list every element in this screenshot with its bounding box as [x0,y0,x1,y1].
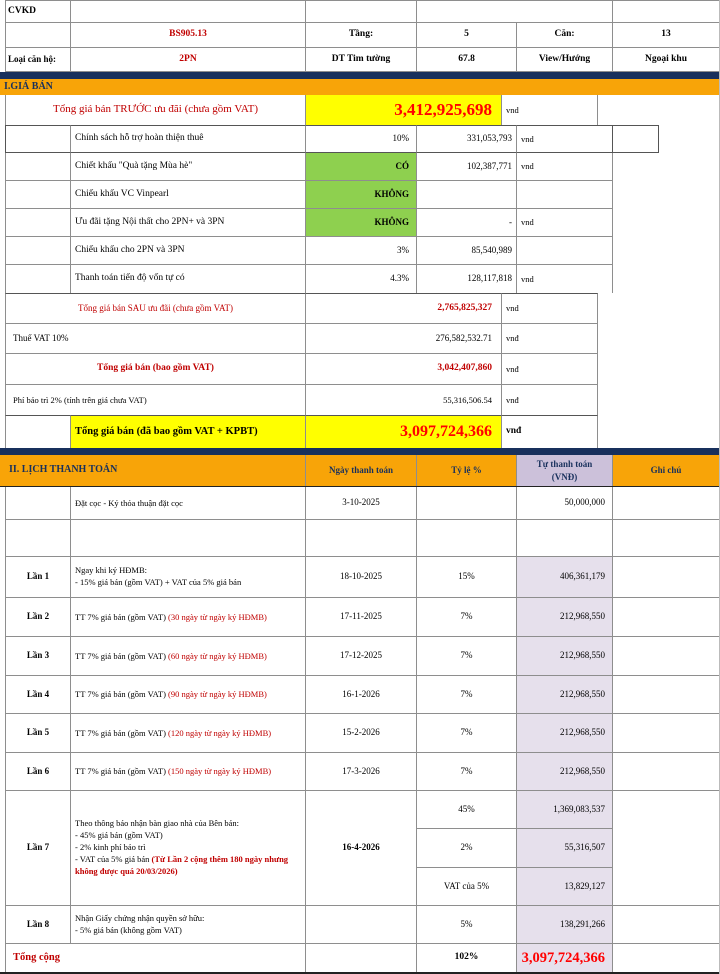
empty-cell [5,520,71,557]
installment-amount: 138,291,266 [517,906,613,944]
empty-cell [613,557,720,598]
total-value: 276,582,532.71 [306,324,502,354]
installment-amount: 212,968,550 [517,714,613,753]
schedule-total-amount: 3,097,724,366 [517,944,613,972]
installment-desc-line1: Theo thông báo nhận bàn giao nhà của Bên bán: [75,818,240,829]
section1-header [0,79,719,95]
discount-pct: KHÔNG [306,209,417,237]
installment-desc-black: - VAT của 5% giá bán [75,853,152,864]
deposit-date: 3-10-2025 [306,487,417,520]
discount-label: Chiếu khấu cho 2PN và 3PN [71,237,306,265]
empty-cell [5,181,71,209]
installment-desc-red: (150 ngày từ ngày ký HĐMB) [165,766,272,777]
empty-cell [613,520,720,557]
discount-label: Thanh toán tiến độ vốn tự có [71,265,306,293]
deposit-desc: Đặt cọc - Ký thỏa thuận đặt cọc [71,487,306,520]
installment-desc-red: (120 ngày từ ngày ký HĐMB) [165,727,272,738]
grand-total-label: Tổng giá bán (đã bao gồm VAT + KPBT) [71,415,306,448]
unit-label: Căn: [517,23,613,48]
installment-desc [71,791,306,906]
installment-pct: 7% [417,637,517,676]
installment-desc-black: TT 7% giá bán (gồm VAT) [75,611,166,622]
total-value: 2,765,825,327 [306,293,502,324]
discount-pct: 4.3% [306,265,417,293]
total-label: Tổng giá bán SAU ưu đãi (chưa gồm VAT) [5,293,306,324]
installment-pct: 5% [417,906,517,944]
installment-amount: 212,968,550 [517,598,613,637]
empty-row [0,520,719,557]
installment-desc-black: TT 7% giá bán (gồm VAT) [75,689,166,700]
empty-cell [417,520,517,557]
discount-pct: 10% [306,125,417,153]
empty-cell [5,415,71,448]
installment7-row [0,791,719,906]
discount-amount: 102,387,771 [417,153,517,181]
discount-currency: vnd [517,265,613,293]
installment-stage: Lần 6 [5,753,71,791]
installment-desc-red: (30 ngày từ ngày ký HĐMB) [165,611,267,622]
unit-type-value: 2PN [71,48,306,72]
installment-date: 15-2-2026 [306,714,417,753]
installment-desc-line3: - 2% kinh phí bảo trì [75,842,146,853]
empty-cell [613,944,720,972]
total-currency: vnđ [502,354,598,385]
installment-desc [71,906,306,944]
total-currency: vnd [502,293,598,324]
empty-cell [5,265,71,293]
subrow-pct: 2% [417,829,517,868]
price-before-row [0,95,719,125]
unit-info-row-1 [0,0,719,23]
installment-desc-line4 [75,854,305,878]
installment-desc-red: (Từ Lần 2 cộng thêm 180 ngày nhưng không được quá 20/03/2026) [75,853,289,876]
empty-cell [613,753,720,791]
installment-stage: Lần 1 [5,557,71,598]
price-before-label: Tổng giá bán TRƯỚC ưu đãi (chưa gồm VAT) [5,95,306,125]
total-row [0,354,719,385]
installment-pct: 15% [417,557,517,598]
installment-desc-line2: - 15% giá bán (gồm VAT) + VAT của 5% giá bán [75,577,242,587]
discount-label: Chiết khấu "Quà tặng Mùa hè" [71,153,306,181]
discount-row [0,125,719,153]
installment-desc [71,714,306,753]
installment-desc [71,676,306,714]
installment-pct: 7% [417,598,517,637]
deposit-row [0,487,719,520]
empty-cell [5,237,71,265]
installment-pct: 7% [417,676,517,714]
installment-stage: Lần 8 [5,906,71,944]
empty-cell [306,944,417,972]
col-header-amount-line1: Tự thanh toán [536,458,593,469]
schedule-total-pct: 102% [417,944,517,972]
empty-cell [613,791,720,906]
schedule-total-row [0,944,719,974]
discount-amount: - [417,209,517,237]
empty-cell [613,487,720,520]
discount-row [0,265,719,293]
installment-row [0,557,719,598]
discount-row [0,237,719,265]
empty-cell [517,520,613,557]
installment-amount: 212,968,550 [517,676,613,714]
empty-cell [306,0,417,23]
unit-code: BS905.13 [71,23,306,48]
col-header-date: Ngày thanh toán [306,455,417,486]
navy-separator-bar [0,72,720,79]
unit-value: 13 [613,23,720,48]
area-value: 67.8 [417,48,517,72]
cvkd-label: CVKD [5,0,71,23]
discount-amount: 85,540,989 [417,237,517,265]
subrow-pct: 45% [417,791,517,829]
empty-cell [417,0,613,23]
discount-label: Ưu đãi tặng Nội thất cho 2PN+ và 3PN [71,209,306,237]
installment-desc-black: TT 7% giá bán (gồm VAT) [75,650,166,661]
installment-desc [71,753,306,791]
navy-separator-bar [0,448,720,455]
view-label: View/Hướng [517,48,613,72]
discount-currency: vnd [517,209,613,237]
empty-cell [306,520,417,557]
installment-amount: 406,361,179 [517,557,613,598]
installment-desc-black: TT 7% giá bán (gồm VAT) [75,727,166,738]
empty-cell [71,520,306,557]
empty-cell [71,0,306,23]
section2-header [0,455,719,487]
installment-date: 17-3-2026 [306,753,417,791]
installment-desc-line2: - 45% giá bán (gồm VAT) [75,830,163,841]
view-value: Ngoại khu [613,48,720,72]
discount-amount: 128,117,818 [417,265,517,293]
discount-currency: vnd [517,125,613,153]
subrow-amount: 1,369,083,537 [517,791,613,829]
installment-amount: 212,968,550 [517,637,613,676]
total-label: Thuế VAT 10% [5,324,306,354]
installment-row [0,676,719,714]
total-value: 55,316,506.54 [306,385,502,415]
section1-title: I.GIÁ BÁN [4,80,53,92]
total-label: Phí bảo trì 2% (tính trên giá chưa VAT) [5,385,306,415]
installment-stage: Lần 5 [5,714,71,753]
discount-pct: KHÔNG [306,181,417,209]
grand-total-value: 3,097,724,366 [306,415,502,448]
discount-label: Chính sách hỗ trợ hoàn thiện thuê [71,125,306,153]
col-header-pct: Tỷ lệ % [417,455,517,486]
installment-row [0,906,719,944]
installment-desc-line1: Ngay khi ký HĐMB: [75,565,148,576]
installment-pct: 7% [417,714,517,753]
installment-desc-red: (90 ngày từ ngày ký HĐMB) [165,689,267,700]
price-before-currency: vnd [502,95,598,125]
installment-date: 18-10-2025 [306,557,417,598]
total-value: 3,042,407,860 [306,354,502,385]
installment-desc-line1: Nhận Giấy chứng nhận quyền sở hữu: [75,912,205,923]
total-currency: vnđ [502,324,598,354]
subrow-amount: 13,829,127 [517,868,613,906]
empty-cell [417,487,517,520]
installment-date: 16-4-2026 [306,791,417,906]
installment-desc [71,598,306,637]
discount-currency: vnd [517,153,613,181]
schedule-total-label: Tổng cộng [5,944,306,972]
empty-cell [613,0,720,23]
installment-date: 17-12-2025 [306,637,417,676]
installment-stage: Lần 4 [5,676,71,714]
discount-label: Chiếu khấu VC Vinpearl [71,181,306,209]
price-before-value: 3,412,925,698 [306,95,502,125]
installment-desc [71,557,306,598]
total-label: Tổng giá bán (bao gồm VAT) [5,354,306,385]
empty-cell [613,637,720,676]
discount-currency [517,237,613,265]
total-row [0,385,719,415]
installment-row [0,753,719,791]
installment-amount: 212,968,550 [517,753,613,791]
installment-stage: Lần 2 [5,598,71,637]
area-label: DT Tim tường [306,48,417,72]
installment-stage: Lần 3 [5,637,71,676]
unit-info-row-2 [0,23,719,48]
subrow-amount: 55,316,507 [517,829,613,868]
discount-pct: 3% [306,237,417,265]
total-row [0,324,719,354]
discount-pct: CÓ [306,153,417,181]
empty-cell [5,153,71,181]
empty-cell [613,125,659,153]
installment-stage: Lần 7 [5,791,71,906]
empty-cell [613,714,720,753]
installment-row [0,714,719,753]
installment-date: 16-1-2026 [306,676,417,714]
discount-row [0,181,719,209]
installment7-subrows [417,791,613,906]
discount-amount [417,181,517,209]
empty-cell [613,906,720,944]
total-currency: vnđ [502,385,598,415]
col-header-amount-line2: (VNĐ) [551,471,578,482]
subrow-pct: VAT của 5% [417,868,517,906]
installment-date: 17-11-2025 [306,598,417,637]
deposit-amount: 50,000,000 [517,487,613,520]
installment-desc [71,637,306,676]
empty-cell [613,676,720,714]
unit-info-row-3 [0,48,719,72]
discount-currency [517,181,613,209]
discount-amount: 331,053,793 [417,125,517,153]
section2-title: II. LỊCH THANH TOÁN [5,455,306,486]
installment-desc-black: TT 7% giá bán (gồm VAT) [75,766,166,777]
grand-total-currency: vnđ [502,415,598,448]
installment-row [0,598,719,637]
empty-cell [5,125,71,153]
col-header-note: Ghi chú [613,455,720,486]
empty-cell [613,598,720,637]
installment-pct: 7% [417,753,517,791]
discount-row [0,209,719,237]
discount-row [0,153,719,181]
floor-value: 5 [417,23,517,48]
installment-row [0,637,719,676]
unit-type-label: Loại căn hộ: [5,48,71,72]
empty-cell [5,23,71,48]
empty-cell [5,487,71,520]
empty-cell [5,209,71,237]
total-row [0,293,719,324]
grand-total-row [0,415,719,448]
floor-label: Tầng: [306,23,417,48]
empty-cell [306,906,417,944]
col-header-amount [517,455,613,486]
installment-desc-line2: - 5% giá bán (không gồm VAT) [75,924,182,935]
installment-desc-red: (60 ngày từ ngày ký HĐMB) [165,650,267,661]
